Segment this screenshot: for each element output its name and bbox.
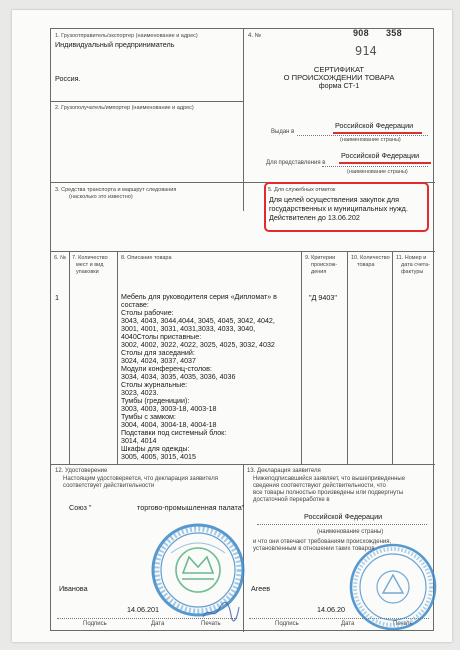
- box13-text-line4: достаточной переработке в: [253, 497, 330, 503]
- box12-text-line1: Настоящим удостоверяется, что декларация заявителя: [63, 476, 219, 482]
- issued-country-underline: [333, 132, 422, 134]
- col9-header-line3: дения: [311, 269, 327, 275]
- box12-signature-label: Подпись: [83, 621, 107, 627]
- goods-line: Тумбы (гредениции):: [121, 397, 190, 406]
- presented-caption: (наименование страны): [347, 169, 408, 175]
- goods-line: Столы рабочие:: [121, 309, 174, 318]
- goods-description: [121, 293, 277, 461]
- box13-text-line5: и что они отвечают требованиям происхождения,: [253, 539, 392, 545]
- box13-date-label: Дата: [341, 621, 355, 627]
- box13-text-line6: установленным в отношении таких товаров: [253, 546, 375, 552]
- origin-criterion: "Д 9403": [309, 293, 337, 302]
- goods-line: Модули конференц-столов:: [121, 365, 212, 374]
- presented-label: Для представления в: [266, 160, 326, 166]
- box13-seal-label: Печать: [393, 621, 413, 627]
- goods-line: 3023, 4023.: [121, 389, 159, 398]
- goods-line: составе:: [121, 301, 149, 310]
- signature-scribble: [201, 599, 241, 625]
- box13-caption: (наименование страны): [317, 529, 384, 535]
- col7-header-line2: мест и вид: [76, 262, 104, 268]
- col9-header-line2: происхож-: [311, 262, 338, 268]
- goods-line: Шкафы для одежды:: [121, 445, 190, 454]
- handwritten-serial: 914: [355, 44, 377, 58]
- certificate-form-name: форма СТ-1: [318, 81, 360, 90]
- col11-header-line3: фактуры: [401, 269, 424, 275]
- box12-seal-label: Печать: [201, 621, 221, 627]
- goods-line: 3003, 4003, 3003-18, 4003-18: [121, 405, 217, 414]
- col10-header-line2: товара: [357, 262, 375, 268]
- box13-country: Российской Федерации: [304, 512, 383, 521]
- box1-label: 1. Грузоотправитель/экспортер (наименование и адрес): [55, 33, 198, 39]
- goods-line: 3001, 4001, 3031, 4031,3033, 4033, 3040,: [121, 325, 256, 334]
- goods-line: 3043, 4043, 3044,4044, 3045, 4045, 3042, 4042,: [121, 317, 275, 326]
- box13-signature-label: Подпись: [275, 621, 299, 627]
- goods-line: Тумбы с замком:: [121, 413, 176, 422]
- box13-text-line2: сведения соответствуют действительности, что: [253, 483, 386, 489]
- box5-line1: Для целей осуществления закупок для: [269, 195, 399, 204]
- certificate-title: СЕРТИФИКАТ: [313, 65, 365, 74]
- box13-date: 14.06.20: [317, 605, 345, 614]
- certificate-page: [12, 10, 452, 642]
- issued-caption: (наименование страны): [340, 137, 401, 143]
- issued-country: Российской Федерации: [335, 121, 414, 130]
- col9-header: 9. Критерии: [305, 255, 336, 261]
- goods-line: Подставки под системный блок:: [121, 429, 227, 438]
- goods-line: 3034, 4034, 3035, 4035, 3036, 4036: [121, 373, 236, 382]
- box5-line2: государственных и муниципальных нужд.: [269, 204, 408, 213]
- col6-header: 6. №: [54, 255, 67, 261]
- box2-label: 2. Грузополучатель/импортер (наименование и адрес): [55, 105, 194, 111]
- col7-header: 7. Количество: [72, 255, 108, 261]
- goods-line: 4040Столы приставные:: [121, 333, 202, 342]
- box3-sublabel: (насколько это известно): [69, 194, 133, 200]
- box13-label: 13. Декларация заявителя: [247, 468, 321, 474]
- goods-line: Столы журнальные:: [121, 381, 188, 390]
- goods-line: Мебель для руководителя серия «Дипломат» в: [121, 293, 277, 301]
- presented-country-underline: [339, 162, 431, 164]
- box5-label: 5. Для служебных отметок: [268, 187, 336, 193]
- box13-text-line3: все товары полностью произведены или подвергнуты: [253, 490, 404, 496]
- box12-label: 12. Удостоверение: [55, 468, 108, 474]
- goods-line: 3005, 4005, 3015, 4015: [121, 453, 196, 462]
- col11-header-line2: дата счета-: [401, 262, 430, 268]
- goods-line: 3004, 4004, 3004-18, 4004-18: [121, 421, 217, 430]
- col7-header-line3: упаковки: [76, 269, 99, 275]
- goods-line: 3014, 4014: [121, 437, 157, 446]
- box12-signer: Иванова: [59, 584, 88, 593]
- certificate-number-left: 908: [353, 28, 369, 38]
- certificate-form: [50, 28, 434, 631]
- certificate-subtitle: О ПРОИСХОЖДЕНИИ ТОВАРА: [283, 73, 395, 82]
- box12-date-label: Дата: [151, 621, 165, 627]
- issued-label: Выдан в: [271, 129, 295, 135]
- goods-line: 3002, 4002, 3022, 4022, 3025, 4025, 3032, 4032: [121, 341, 275, 350]
- presented-country: Российской Федерации: [341, 151, 420, 160]
- box12-date: 14.06.201: [127, 605, 159, 614]
- applicant-seal-stamp: [347, 541, 439, 633]
- col8-header: 8. Описание товара: [121, 255, 172, 261]
- goods-line: Столы для заседаний:: [121, 349, 195, 358]
- box5-line3: Действителен до 13.06.202: [269, 213, 360, 222]
- number-label: 4. №: [248, 33, 262, 39]
- col10-header: 10. Количество: [351, 255, 390, 261]
- row-number: 1: [55, 293, 59, 302]
- chamber-org-prefix: Союз ": [69, 503, 92, 512]
- goods-line: 3024, 4024, 3037, 4037: [121, 357, 196, 366]
- box12-text-line2: соответствует действительности: [63, 483, 155, 489]
- consignor-country: Россия.: [55, 74, 81, 83]
- chamber-org-name: торгово-промышленная палата": [137, 503, 245, 512]
- box13-signer: Агеев: [251, 584, 271, 593]
- col11-header: 11. Номер и: [396, 255, 427, 261]
- box13-text-line1: Нижеподписавшийся заявляет, что вышеприведенные: [253, 476, 406, 482]
- consignor-name: Индивидуальный предприниматель: [55, 40, 175, 49]
- box3-label: 3. Средства транспорта и маршрут следования: [55, 187, 177, 193]
- certificate-number-right: 358: [386, 28, 402, 38]
